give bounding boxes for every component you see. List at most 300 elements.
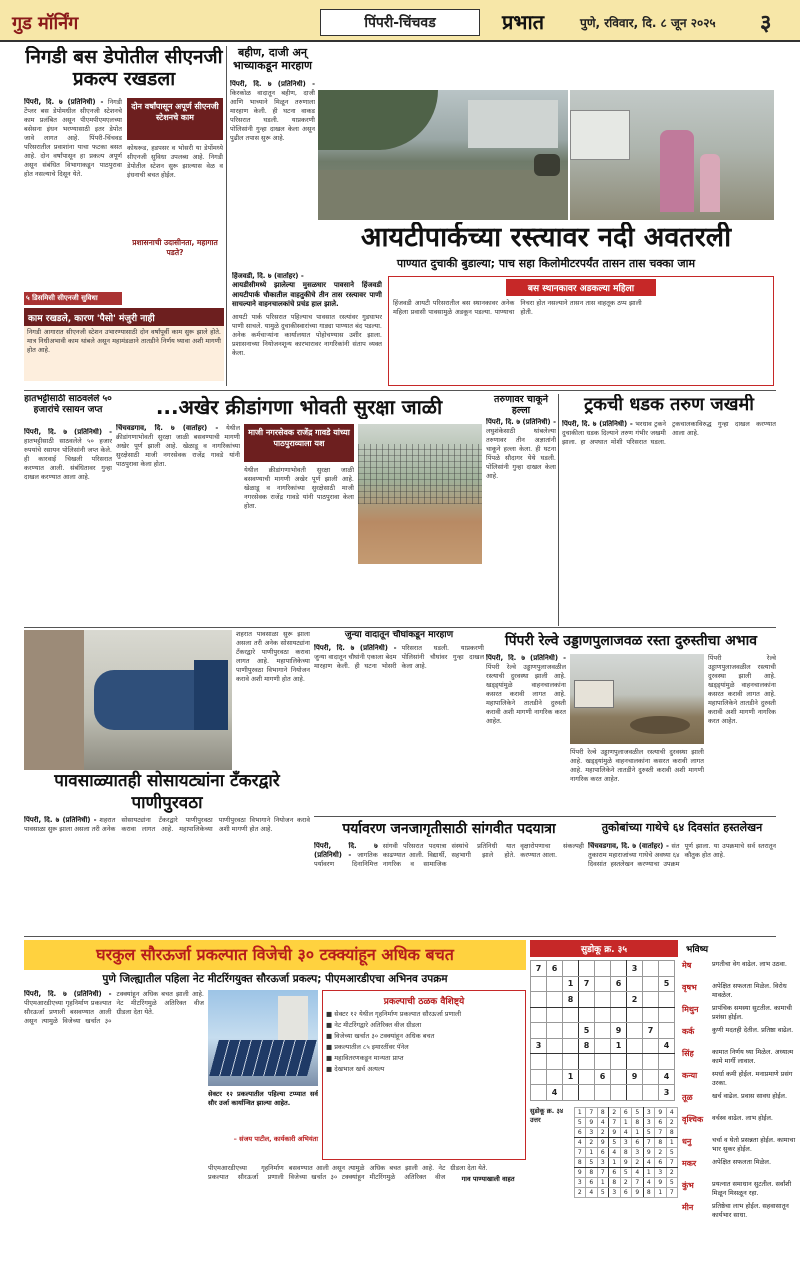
sudoku-cell[interactable] xyxy=(659,992,675,1008)
solution-cell: 9 xyxy=(586,1117,598,1127)
solar-headline: घरकुल सौरऊर्जा प्रकल्पात विजेची ३० टक्क्यांहून अधिक बचत xyxy=(96,945,454,964)
sudoku-row xyxy=(531,961,675,977)
sudoku-row xyxy=(531,1023,675,1039)
tanker-body-text: शहरात पावसाळा सुरू झाला असला तरी अनेक सोसायट्यांना टँकरद्वारे पाणीपुरवठा करावा लागत आहे. महापालिकेच्या पाणीपुरवठा विभागाने नियोजन करावे अशी मागणी होत आहे. xyxy=(24,816,310,833)
assault-byline: पिंपरी, दि. ७ (प्रतिनिधी) - xyxy=(314,644,397,652)
feature-item-text: सेक्टर १२ येथील गृहनिर्माण प्रकल्पात सौरऊर्जा प्रणाली xyxy=(334,1010,462,1018)
solution-cell: 8 xyxy=(643,1187,655,1197)
horoscope-text: प्रापंचिक समस्या सुटतील. कामाची प्रशंसा होईल. xyxy=(712,1004,792,1021)
solar-subsection-head: गाव पाण्याखाली वाहत xyxy=(461,1175,515,1183)
solar-caption: सेक्टर १२ प्रकल्पातील पहिल्या टप्प्यात सर्व सौर उर्जा कार्यान्वित झाल्या आहेत. xyxy=(208,1090,318,1107)
solar-body-bottom-text: पीएमआरडीएच्या गृहनिर्माण प्रकल्पात सौरऊर्जा प्रणाली बसवण्यात आली असून त्यामुळे विजेच्या खर्चात ३० टक्क्यांहून अधिक बचत झाली आहे. नेट मीटरिंगमुळे अतिरिक्त वीज ग्रीडला देता येते. xyxy=(208,1164,488,1181)
sudoku-cell[interactable]: 6 xyxy=(547,961,563,977)
truck-byline: पिंपरी, दि. ७ (प्रतिनिधी) - xyxy=(562,420,633,428)
sudoku-cell[interactable]: 3 xyxy=(531,1038,547,1054)
solution-cell: 8 xyxy=(597,1107,609,1117)
solution-cell: 7 xyxy=(632,1177,644,1187)
assault-headline: जुन्या वादातून चौघांकडून मारहाण xyxy=(344,630,454,640)
row-rule xyxy=(24,390,776,391)
sudoku-cell[interactable] xyxy=(595,976,611,992)
solution-cell: 4 xyxy=(586,1187,598,1197)
horoscope-item xyxy=(682,1048,800,1067)
horoscope-text: कामात निर्णय घ्या मिळेल. अध्यात्म कामे मार्गी लावाल. xyxy=(712,1048,794,1065)
bus-shape xyxy=(570,110,630,160)
sudoku-cell[interactable] xyxy=(547,1069,563,1085)
feature-item: ■ विजेच्या खर्चात ३० टक्क्यांहून अधिक बचत xyxy=(326,1032,435,1040)
feature-item-text: महावितरणकडून मान्यता प्राप्त xyxy=(334,1054,404,1062)
solution-cell: 5 xyxy=(574,1117,586,1127)
solution-cell: 9 xyxy=(574,1167,586,1177)
horoscope-item xyxy=(682,1004,800,1023)
truck-body xyxy=(562,420,776,620)
solution-cell: 2 xyxy=(666,1117,678,1127)
solution-row xyxy=(574,1117,678,1127)
rally-headline: पर्यावरण जनजागृतीसाठी सांगवीत पदयात्रा xyxy=(342,821,556,837)
sudoku-cell[interactable] xyxy=(595,1038,611,1054)
nigdi-byline: पिंपरी, दि. ७ (प्रतिनिधी) - xyxy=(24,98,104,106)
cab-shape xyxy=(194,660,228,730)
stadium-body-text: येथील क्रीडांगणाभोवती सुरक्षा जाळी बसवण्याची मागणी अखेर पूर्ण झाली आहे. खेळाडू व नागरिकांच्या सुरक्षेसाठी माजी नगरसेवक राजेंद्र गावडे यांनी पाठपुरावा केला होता. xyxy=(116,424,240,468)
solar-body xyxy=(24,990,204,1268)
tanker-headline: पावसाळ्यातही सोसायट्यांना टँकरद्वारे पाणीपुरवठा xyxy=(54,771,280,813)
solar-banner xyxy=(24,940,526,970)
railway-body xyxy=(486,654,566,814)
horoscope-text: खर्च वाढेल. प्रवास सावध होईल. xyxy=(712,1092,788,1100)
railway-body-bottom-text: पिंपरी रेल्वे उड्डाणपुलाजवळील रस्त्याची दुरवस्था झाली आहे. खड्ड्यांमुळे वाहनचालकांना कसरत करावी लागत आहे. महापालिकेने तातडीने दुरुस्ती करावी अशी मागणी नागरिक करत आहेत. xyxy=(570,748,704,783)
solution-cell: 2 xyxy=(666,1167,678,1177)
tanker-byline: पिंपरी, दि. ७ (प्रतिनिधी) - xyxy=(24,816,97,824)
zodiac-sign: कन्या xyxy=(682,1071,698,1080)
solution-cell: 3 xyxy=(609,1187,621,1197)
railway-byline: पिंपरी, दि. ७ (प्रतिनिधी) - xyxy=(486,654,566,662)
sudoku-cell[interactable] xyxy=(643,1038,659,1054)
nigdi-subbox2: प्रशासनाची उदासीनता, महागात पडते? xyxy=(132,238,218,257)
feature-item: ■ महावितरणकडून मान्यता प्राप्त xyxy=(326,1054,404,1062)
sudoku-cell[interactable]: 3 xyxy=(659,1085,675,1101)
solution-cell: 3 xyxy=(643,1107,655,1117)
solution-cell: 1 xyxy=(666,1137,678,1147)
sudoku-cell[interactable] xyxy=(531,976,547,992)
row-rule xyxy=(24,936,776,937)
horoscope-text: अपेक्षित सफलता मिळेल. xyxy=(712,1158,772,1166)
sudoku-cell[interactable]: 6 xyxy=(611,976,627,992)
solution-cell: 5 xyxy=(597,1187,609,1197)
solution-cell: 2 xyxy=(620,1177,632,1187)
sudoku-cell[interactable]: 4 xyxy=(659,1069,675,1085)
sudoku-cell[interactable] xyxy=(643,961,659,977)
stadium-body-cont xyxy=(244,466,354,624)
sudoku-cell[interactable] xyxy=(643,1054,659,1070)
stadium-left-body-text: हातभट्टीसाठी साठवलेले ५० हजार रुपयांचे रसायन पोलिसांनी जप्त केले. ही कारवाई चिखली परिसरात करण्यात आली. संबंधितावर गुन्हा दाखल करण्यात आला आहे. xyxy=(24,437,112,481)
solution-cell: 3 xyxy=(632,1147,644,1157)
solution-cell: 6 xyxy=(655,1157,667,1167)
solution-cell: 2 xyxy=(655,1147,667,1157)
feature-item: ■ प्रकल्पातील ८५ इमारतींवर पॅनेल xyxy=(326,1043,409,1051)
railway-body-right xyxy=(708,654,776,814)
nigdi-body-text: निगडी टेंप्लर बस डेपोमधील सीएनजी स्टेशनचे काम प्रलंबित असून पीएमपीएमएलच्या बसेसना इंधन भरण्यासाठी इतर डेपोत जावे लागत आहे. पिंपरी-चिंचवड परिसरातील प्रवाशांना याचा फटका बसत आहे. दोन वर्षांपासून हा प्रकल्प अपूर्ण असून संबंधित विभागाकडून पाठपुरावा होत नसल्याचे दिसून येते. xyxy=(24,98,122,178)
solution-row xyxy=(574,1177,678,1187)
solution-cell: 4 xyxy=(632,1167,644,1177)
sudoku-cell[interactable] xyxy=(579,1069,595,1085)
solution-cell: 8 xyxy=(655,1137,667,1147)
sudoku-cell[interactable]: 7 xyxy=(643,1023,659,1039)
solution-cell: 6 xyxy=(574,1127,586,1137)
sudoku-cell[interactable] xyxy=(547,992,563,1008)
tower-shape xyxy=(278,996,308,1040)
tukoba-body-text: संत तुकाराम महाराजांच्या गाथेचे अवघ्या ६४ दिवसांत हस्तलेखन करण्याचा उपक्रम पूर्ण झाला. या उपक्रमाचे सर्व स्तरातून कौतुक होत आहे. xyxy=(588,842,776,868)
sudoku-cell[interactable]: 6 xyxy=(595,1069,611,1085)
sudoku-cell[interactable] xyxy=(627,1007,643,1023)
horoscope-item xyxy=(682,1158,800,1177)
sudoku-cell[interactable] xyxy=(643,976,659,992)
sudoku-cell[interactable] xyxy=(531,1069,547,1085)
solution-cell: 1 xyxy=(597,1177,609,1187)
stadium-photo xyxy=(358,424,482,564)
solution-cell: 7 xyxy=(666,1157,678,1167)
rally-body xyxy=(314,842,584,934)
horoscope-text: प्रगतीचा वेग वाढेल. लाभ उठवा. xyxy=(712,960,787,968)
zodiac-sign: वृश्चिक xyxy=(682,1115,704,1124)
it-park-headline: आयटीपार्कच्या रस्त्यावर नदी अवतरली xyxy=(360,222,732,253)
it-park-photo-right xyxy=(570,90,774,220)
fence-shape xyxy=(358,444,482,504)
sudoku-cell[interactable] xyxy=(595,1085,611,1101)
solution-cell: 7 xyxy=(586,1107,598,1117)
truck-body-text: भरधाव ट्रकने दुचाकीला धडक दिल्याने तरुण गंभीर जखमी झाला. हा अपघात मोशी परिसरात घडला. ट्रकचालकाविरुद्ध गुन्हा दाखल करण्यात आला आहे. xyxy=(562,420,776,446)
sudoku-cell[interactable] xyxy=(595,1023,611,1039)
solution-row xyxy=(574,1147,678,1157)
horoscope-text: वर्चस्व वाढेल. लाभ होईल. xyxy=(712,1114,773,1122)
tukoba-byline: चिंचवडगाव, दि. ७ (वार्ताहर) - xyxy=(588,842,669,850)
feature-item-text: प्रकल्पातील ८५ इमारतींवर पॅनेल xyxy=(334,1043,409,1051)
horoscope-item xyxy=(682,1180,800,1199)
sudoku-cell[interactable] xyxy=(611,992,627,1008)
knife-headline: तरुणावर चाकूने हल्ला xyxy=(494,394,548,416)
brother-headline: बहीण, दाजी अन् भाच्याकडून मारहाण xyxy=(232,46,312,72)
building-shape xyxy=(468,100,558,148)
sudoku-row xyxy=(531,992,675,1008)
it-park-body: आयटी पार्क परिसरात पहिल्याच पावसात रस्त्यांवर गुडघाभर पाणी साचले. यामुळे दुचाकीस्वारांच्या गाड्या पाण्यात बंद पडल्या. अनेक कर्मचाऱ्यांना कार्यालयात पोहोचण्यास उशीर झाला. प्रशासनाच्या नियोजनशून्य कारभारावर नागरिकांनी संताप व्यक्त केला. xyxy=(232,312,382,357)
solution-cell: 1 xyxy=(620,1117,632,1127)
sudoku-cell[interactable] xyxy=(627,1054,643,1070)
sudoku-cell[interactable] xyxy=(595,961,611,977)
horoscope-text: कुणी मदतही देतील. प्रतिष्ठा वाढेल. xyxy=(712,1026,794,1034)
sudoku-cell[interactable] xyxy=(563,1054,579,1070)
masthead xyxy=(0,0,800,42)
railway-body-bottom xyxy=(570,748,704,814)
solution-cell: 5 xyxy=(666,1147,678,1157)
solution-cell: 1 xyxy=(574,1107,586,1117)
solution-cell: 4 xyxy=(666,1107,678,1117)
horoscope-text: स्पर्धा कमी होईल. मनाप्रमाणे प्रसंग उरका. xyxy=(712,1070,793,1087)
sudoku-cell[interactable]: 2 xyxy=(627,992,643,1008)
railway-body-text: पिंपरी रेल्वे उड्डाणपुलाजवळील रस्त्याची दुरवस्था झाली आहे. खड्ड्यांमुळे वाहनचालकांना कसरत करावी लागत आहे. महापालिकेने तातडीने दुरुस्ती करावी अशी मागणी नागरिक करत आहेत. xyxy=(486,663,566,725)
solution-cell: 6 xyxy=(620,1187,632,1197)
solution-cell: 9 xyxy=(632,1187,644,1197)
solution-cell: 2 xyxy=(597,1127,609,1137)
sudoku-cell[interactable] xyxy=(579,1007,595,1023)
solution-cell: 3 xyxy=(655,1167,667,1177)
sudoku-cell[interactable]: 8 xyxy=(579,1038,595,1054)
solution-cell: 4 xyxy=(597,1117,609,1127)
solution-cell: 4 xyxy=(643,1157,655,1167)
solution-cell: 9 xyxy=(597,1137,609,1147)
sudoku-cell[interactable] xyxy=(627,1023,643,1039)
row-rule xyxy=(314,816,776,817)
knife-byline: पिंपरी, दि. ७ (प्रतिनिधी) - xyxy=(486,418,556,426)
zodiac-sign: मेष xyxy=(682,961,692,970)
sudoku-cell[interactable] xyxy=(547,1038,563,1054)
solution-cell: 3 xyxy=(620,1137,632,1147)
assault-article xyxy=(314,630,484,814)
sudoku-cell[interactable] xyxy=(563,1085,579,1101)
it-park-byline: हिंजवडी, दि. ७ (वार्ताहर) - xyxy=(232,272,304,280)
horoscope-item xyxy=(682,1202,800,1221)
solar-quote: – संजय पाटील, कार्यकारी अभियंता xyxy=(233,1135,318,1143)
solution-cell: 5 xyxy=(620,1167,632,1177)
stadium-quote-box: माजी नगरसेवक राजेंद्र गावडे यांच्या पाठपुराव्याला यश xyxy=(244,424,354,462)
sudoku-cell[interactable] xyxy=(563,1023,579,1039)
solution-cell: 1 xyxy=(609,1157,621,1167)
assault-body-text: जुन्या वादातून चौघांनी एकाला बेदम मारहाण केली. ही घटना भोसरी परिसरात घडली. याप्रकरणी पोलिसांनी चौघांवर गुन्हा दाखल केला आहे. xyxy=(314,644,484,670)
it-park-lead-col xyxy=(232,272,382,386)
sudoku-cell[interactable] xyxy=(531,992,547,1008)
sudoku-cell[interactable]: 1 xyxy=(563,1069,579,1085)
zodiac-sign: तूळ xyxy=(682,1093,693,1102)
solution-row xyxy=(574,1167,678,1177)
nigdi-article xyxy=(24,46,224,384)
sudoku-cell[interactable] xyxy=(531,1054,547,1070)
stadium-body-cont-text: येथील क्रीडांगणाभोवती सुरक्षा जाळी बसवण्याची मागणी अखेर पूर्ण झाली आहे. खेळाडू व नागरिकांच्या सुरक्षेसाठी माजी नगरसेवक राजेंद्र गावडे यांनी पाठपुरावा केला होता. xyxy=(244,466,354,510)
sudoku-cell[interactable] xyxy=(595,992,611,1008)
solution-cell: 9 xyxy=(655,1177,667,1187)
sudoku-cell[interactable] xyxy=(611,1007,627,1023)
sudoku-cell[interactable]: 5 xyxy=(579,1023,595,1039)
sudoku-row xyxy=(531,1007,675,1023)
sudoku-cell[interactable]: 1 xyxy=(611,1038,627,1054)
solution-cell: 1 xyxy=(643,1167,655,1177)
sudoku-cell[interactable] xyxy=(611,1085,627,1101)
solution-cell: 1 xyxy=(632,1127,644,1137)
zodiac-sign: मीन xyxy=(682,1203,694,1212)
sudoku-cell[interactable] xyxy=(627,1085,643,1101)
solution-cell: 6 xyxy=(597,1147,609,1157)
zodiac-sign: मकर xyxy=(682,1159,697,1168)
zodiac-sign: सिंह xyxy=(682,1049,694,1058)
horoscope-item xyxy=(682,1136,800,1155)
sudoku-cell[interactable] xyxy=(547,1007,563,1023)
nigdi-subbox: दोन वर्षांपासून अपूर्ण सीएनजी स्टेशनचे काम xyxy=(127,98,223,140)
it-park-women-body: हिंजवडी आयटी परिसरातील बस स्थानकावर अनेक महिला प्रवासी पावसामुळे अडकून पडल्या. पाण्याचा निचरा होत नसल्याने तासन तास वाहतूक ठप्प झाली होती. xyxy=(393,299,642,316)
solution-cell: 5 xyxy=(609,1137,621,1147)
rally-byline: पिंपरी, दि. ७ (प्रतिनिधी) - xyxy=(314,842,378,859)
solar-subhead: पुणे जिल्ह्यातील पहिला नेट मीटरिंगयुक्त सौरऊर्जा प्रकल्प; पीएमआरडीएचा अभिनव उपक्रम xyxy=(102,973,448,985)
horoscope-item xyxy=(682,1092,800,1111)
sudoku-cell[interactable] xyxy=(611,1054,627,1070)
solution-row xyxy=(574,1107,678,1117)
it-park-photo-left xyxy=(318,90,568,220)
railway-body-right-text: पिंपरी रेल्वे उड्डाणपुलाजवळील रस्त्याची दुरवस्था झाली आहे. खड्ड्यांमुळे वाहनचालकांना कसरत करावी लागत आहे. महापालिकेने तातडीने दुरुस्ती करावी अशी मागणी नागरिक करत आहेत. xyxy=(708,654,776,725)
solution-cell: 2 xyxy=(574,1187,586,1197)
wall-shape xyxy=(24,630,84,770)
it-park-women-box xyxy=(388,276,774,386)
solution-cell: 9 xyxy=(655,1107,667,1117)
feature-item: ■ देखभाल खर्च अत्यल्प xyxy=(326,1065,385,1073)
solution-cell: 8 xyxy=(574,1157,586,1167)
sudoku-cell[interactable] xyxy=(563,961,579,977)
sudoku-row xyxy=(531,1038,675,1054)
sudoku-cell[interactable] xyxy=(643,992,659,1008)
solution-cell: 8 xyxy=(666,1127,678,1137)
sudoku-cell[interactable]: 1 xyxy=(563,976,579,992)
feature-item-text: नेट मीटरिंगद्वारे अतिरिक्त वीज ग्रीडला xyxy=(334,1021,422,1029)
solution-cell: 8 xyxy=(632,1117,644,1127)
tree-shape xyxy=(318,90,438,150)
solar-body-text: पीएमआरडीएच्या गृहनिर्माण प्रकल्पात सौरऊर्जा प्रणाली बसवण्यात आली असून त्यामुळे विजेच्या खर्चात ३० टक्क्यांहून अधिक बचत झाली आहे. नेट मीटरिंगमुळे अतिरिक्त वीज ग्रीडला देता येते. xyxy=(24,990,204,1025)
bike-shape xyxy=(534,154,560,176)
pothole-shape xyxy=(630,716,690,734)
sudoku-cell[interactable] xyxy=(611,961,627,977)
solution-cell: 5 xyxy=(586,1157,598,1167)
sudoku-cell[interactable] xyxy=(563,1038,579,1054)
sudoku-answer-label: सुडोकू क्र. ३४ उत्तर xyxy=(530,1106,564,1124)
brother-byline: पिंपरी, दि. ७ (प्रतिनिधी) - xyxy=(230,80,315,88)
solution-cell: 3 xyxy=(574,1177,586,1187)
sudoku-cell[interactable] xyxy=(547,1054,563,1070)
horoscope-text: चर्चा व घेतो प्रसन्नता होईल. कामाचा भार सुकर होईल. xyxy=(712,1136,796,1153)
sudoku-cell[interactable] xyxy=(563,1007,579,1023)
sudoku-cell[interactable] xyxy=(627,1038,643,1054)
horoscope-item xyxy=(682,960,800,979)
nigdi-note: ५ डिसमिसी सीएनजी सुविधा xyxy=(24,292,122,305)
solution-cell: 7 xyxy=(666,1187,678,1197)
sudoku-cell[interactable] xyxy=(531,1007,547,1023)
truck-parked-shape xyxy=(574,680,614,708)
sudoku-cell[interactable] xyxy=(547,976,563,992)
solution-cell: 8 xyxy=(620,1147,632,1157)
sudoku-row xyxy=(531,1085,675,1101)
solution-cell: 3 xyxy=(643,1117,655,1127)
solution-cell: 9 xyxy=(620,1157,632,1167)
sudoku-cell[interactable] xyxy=(579,1054,595,1070)
horoscope-text: अपेक्षित सफलता मिळेल. विरोध मावळेल. xyxy=(712,982,787,999)
zodiac-sign: मिथुन xyxy=(682,1005,699,1014)
sudoku-cell[interactable]: 4 xyxy=(547,1085,563,1101)
sudoku-cell[interactable]: 7 xyxy=(579,976,595,992)
solution-cell: 4 xyxy=(609,1147,621,1157)
truck-headline: ट्रकची धडक तरुण जखमी xyxy=(584,394,754,415)
tanker-side xyxy=(236,630,310,770)
sudoku-cell[interactable] xyxy=(643,1069,659,1085)
sudoku-cell[interactable]: 7 xyxy=(531,961,547,977)
nigdi-body2: कोथरूड, हडपसर व भोसरी या डेपोंमध्ये सीएनजी सुविधा उपलब्ध आहे. निगडी डेपोतील स्टेशन सुरू झाल्यास वेळ व इंधनाची बचत होईल. xyxy=(127,144,223,179)
solution-cell: 4 xyxy=(574,1137,586,1147)
sudoku-cell[interactable] xyxy=(643,1085,659,1101)
sudoku-cell[interactable]: 5 xyxy=(659,976,675,992)
stadium-left-byline: पिंपरी, दि. ७ (प्रतिनिधी) - xyxy=(24,428,112,436)
knife-body-text: लघुशंकेसाठी थांबलेल्या तरुणावर तीन अज्ञातांनी चाकूने हल्ला केला. ही घटना पिंपळे सौदागर येथे घडली. पोलिसांनी गुन्हा दाखल केला आहे. xyxy=(486,427,556,480)
railway-headline: पिंपरी रेल्वे उड्डाणपुलाजवळ रस्ता दुरुस्तीचा अभाव xyxy=(504,633,758,649)
sudoku-cell[interactable] xyxy=(579,992,595,1008)
brother-body-text: किरकोळ वादातून बहीण, दाजी आणि भाच्याने मिळून तरुणाला मारहाण केली. ही घटना वाकड परिसरात घडली. याप्रकरणी पोलिसांनी गुन्हा दाखल केला असून पुढील तपास सुरू आहे. xyxy=(230,89,315,142)
solution-cell: 7 xyxy=(574,1147,586,1157)
horoscope-title: भविष्य xyxy=(686,945,709,955)
horoscope-item xyxy=(682,1070,800,1089)
page-number: ३ xyxy=(760,10,772,36)
sudoku-cell[interactable]: 9 xyxy=(611,1023,627,1039)
sudoku-cell[interactable] xyxy=(531,1085,547,1101)
stadium-left-head: हातभट्टीसाठी साठवलेले ५० हजारांचे रसायन जप्त xyxy=(24,394,112,415)
sudoku-cell[interactable] xyxy=(531,1023,547,1039)
sudoku-cell[interactable]: 8 xyxy=(563,992,579,1008)
solution-cell: 3 xyxy=(586,1127,598,1137)
knife-article xyxy=(486,394,556,624)
sudoku-cell[interactable] xyxy=(579,961,595,977)
sudoku-cell[interactable] xyxy=(659,1054,675,1070)
stadium-headline: ...अखेर क्रीडांगणा भोवती सुरक्षा जाळी xyxy=(155,395,443,419)
row-rule xyxy=(24,627,776,628)
feature-item-text: देखभाल खर्च अत्यल्प xyxy=(334,1065,385,1073)
sudoku-cell[interactable] xyxy=(595,1007,611,1023)
sudoku-cell[interactable]: 9 xyxy=(627,1069,643,1085)
solution-cell: 5 xyxy=(643,1127,655,1137)
sudoku-cell[interactable]: 3 xyxy=(627,961,643,977)
it-park-lead: आयडीसीमध्ये झालेल्या मुसळधार पावसाने हिंजवडी आयटीपार्क चौकातील वाहतुकीचे तीन तास रस्त्यावर पाणी साचल्याने वाहनचालकांचे प्रचंड हाल झाले. xyxy=(232,281,382,308)
solar-body-bottom xyxy=(208,1164,526,1268)
solar-photo xyxy=(208,990,318,1086)
sudoku-row xyxy=(531,976,675,992)
sudoku-cell[interactable] xyxy=(611,1069,627,1085)
solution-cell: 9 xyxy=(609,1127,621,1137)
feature-item: ■ नेट मीटरिंगद्वारे अतिरिक्त वीज ग्रीडला xyxy=(326,1021,422,1029)
solution-cell: 7 xyxy=(609,1117,621,1127)
people-shape xyxy=(660,130,694,212)
solution-cell: 6 xyxy=(586,1177,598,1187)
it-park-women-head: बस स्थानकावर अडकल्या महिला xyxy=(506,279,656,296)
stadium-byline: चिंचवडगाव, दि. ७ (वार्ताहर) - xyxy=(116,424,219,432)
sudoku-cell[interactable] xyxy=(579,1085,595,1101)
sudoku-cell[interactable] xyxy=(547,1023,563,1039)
truck-article xyxy=(562,394,776,624)
column-rule xyxy=(558,394,559,626)
sudoku-cell[interactable] xyxy=(627,976,643,992)
nigdi-body xyxy=(24,98,122,288)
sudoku-cell[interactable] xyxy=(659,1007,675,1023)
sudoku-cell[interactable] xyxy=(595,1054,611,1070)
solution-cell: 1 xyxy=(655,1187,667,1197)
sudoku-cell[interactable] xyxy=(659,1023,675,1039)
railway-photo xyxy=(570,654,704,744)
solution-row xyxy=(574,1157,678,1167)
sudoku-cell[interactable] xyxy=(643,1007,659,1023)
solution-cell: 5 xyxy=(632,1107,644,1117)
sudoku-cell[interactable] xyxy=(659,961,675,977)
nigdi-headline: निगडी बस डेपोतील सीएनजी प्रकल्प रखडला xyxy=(25,46,223,90)
sudoku-title: सुडोकू क्र. ३५ xyxy=(530,940,678,957)
solution-cell: 7 xyxy=(655,1127,667,1137)
feature-item: ■ सेक्टर १२ येथील गृहनिर्माण प्रकल्पात सौरऊर्जा प्रणाली xyxy=(326,1010,462,1018)
zodiac-sign: कर्क xyxy=(682,1027,695,1036)
solution-cell: 5 xyxy=(666,1177,678,1187)
knife-body xyxy=(486,418,556,618)
feature-item-text: विजेच्या खर्चात ३० टक्क्यांहून अधिक बचत xyxy=(334,1032,435,1040)
solution-row xyxy=(574,1127,678,1137)
horoscope-list xyxy=(682,960,800,1221)
solution-cell: 1 xyxy=(586,1147,598,1157)
nigdi-cause-head: काम रखडले, कारण 'पैसो' मंजुरी नाही xyxy=(24,308,224,327)
sudoku-cell[interactable]: 4 xyxy=(659,1038,675,1054)
horoscope-item xyxy=(682,1026,800,1045)
